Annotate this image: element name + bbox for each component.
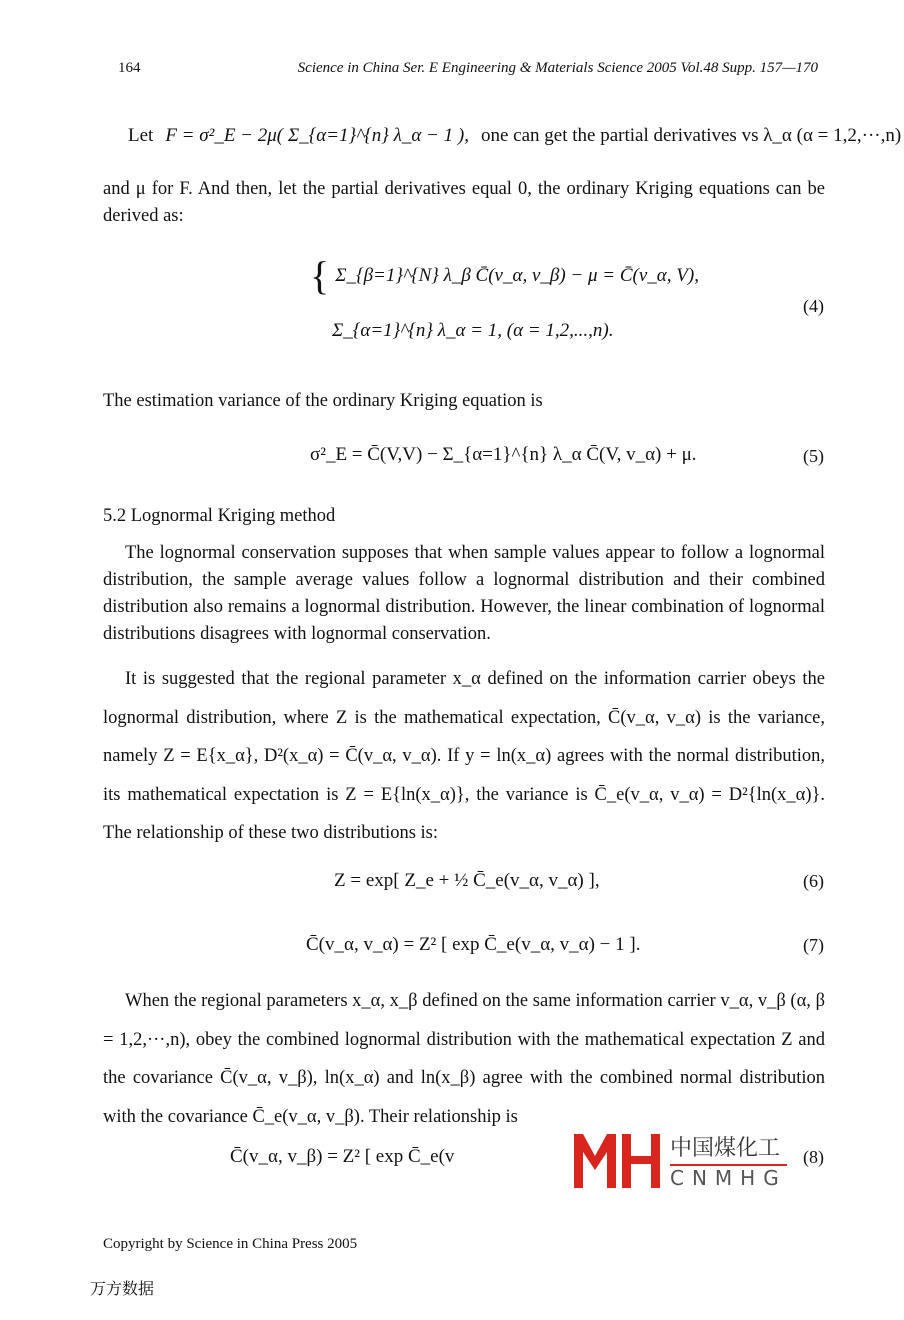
eq-tail: one can get the partial derivatives vs λ_α (α = 1,2,···,n) [480,125,902,146]
equation-5: σ²_E = C̄(V,V) − Σ_{α=1}^{n} λ_α C̄(V, v_α) + μ. [310,444,697,465]
mh-logo-icon [572,1130,664,1190]
running-header [118,60,818,77]
watermark-cn-text: 中国煤化工 [670,1131,787,1166]
paragraph: The lognormal conservation supposes that when sample values appear to follow a lognormal distribution, the sample average values follow a lognormal distribution and their combined distribution also remains a lognormal distribution. However, the linear combination of lognormal distributions disagrees with lognormal conservation. [103,543,825,644]
copyright-footer: Copyright by Science in China Press 2005 [103,1236,358,1252]
equation-number: (7) [803,935,824,955]
journal-citation: Science in China Ser. E Engineering & Materials Science 2005 Vol.48 Supp. 157—170 [297,60,818,76]
equation-8: C̄(v_α, v_β) = Z² [ exp C̄_e(v [230,1146,455,1167]
watermark-en-text: CNMHG [670,1165,787,1190]
page-number: 164 [118,60,141,76]
eq4-line2: Σ_{α=1}^{n} λ_α = 1, (α = 1,2,...,n). [332,319,614,341]
eq-expr: F = σ²_E − 2μ( Σ_{α=1}^{n} λ_α − 1 ), [165,125,469,146]
section-heading: 5.2 Lognormal Kriging method [103,506,336,526]
equation-number: (4) [803,296,824,316]
equation-let-F [128,125,901,147]
watermark-logo [572,1130,787,1190]
paragraph: and μ for F. And then, let the partial derivatives equal 0, the ordinary Kriging equations can be derived as: [103,179,825,226]
paragraph: The estimation variance of the ordinary Kriging equation is [103,391,543,411]
paragraph: When the regional parameters x_α, x_β defined on the same information carrier v_α, v_β (α, β = 1,2,···,n), obey the combined lognormal distribution with the mathematical expectation Z and the covariance C̄(v_α, v_β), ln(x_α) and ln(x_β) agree with the combined normal distribution with the covariance C̄_e(v_α, v_β). Their relationship is [103,991,825,1127]
equation-6: Z = exp[ Z_e + ½ C̄_e(v_α, v_α) ], [334,870,600,891]
paragraph: It is suggested that the regional parameter x_α defined on the information carrier obeys the lognormal distribution, where Z is the mathematical expectation, C̄(v_α, v_α) is the variance, namely Z = E{x_α}, D²(x_α) = C̄(v_α, v_α). If y = ln(x_α) agrees with the normal distribution, its mathematical expectation is Z = E{ln(x_α)}, the variance is C̄_e(v_α, v_α) = D²{ln(x_α)}. The relationship of these two distributions is: [103,669,825,843]
eq-lead: Let [128,125,154,146]
equation-number: (5) [803,446,824,466]
left-brace: { [310,253,330,298]
equation-4 [310,248,699,358]
eq4-line1: Σ_{β=1}^{N} λ_β C̄(v_α, v_β) − μ = C̄(v_α, V), [335,264,699,286]
equation-number: (6) [803,871,824,891]
equation-number: (8) [803,1147,824,1167]
source-label: 万方数据 [90,1279,155,1298]
equation-7: C̄(v_α, v_α) = Z² [ exp C̄_e(v_α, v_α) − 1 ]. [306,934,641,955]
